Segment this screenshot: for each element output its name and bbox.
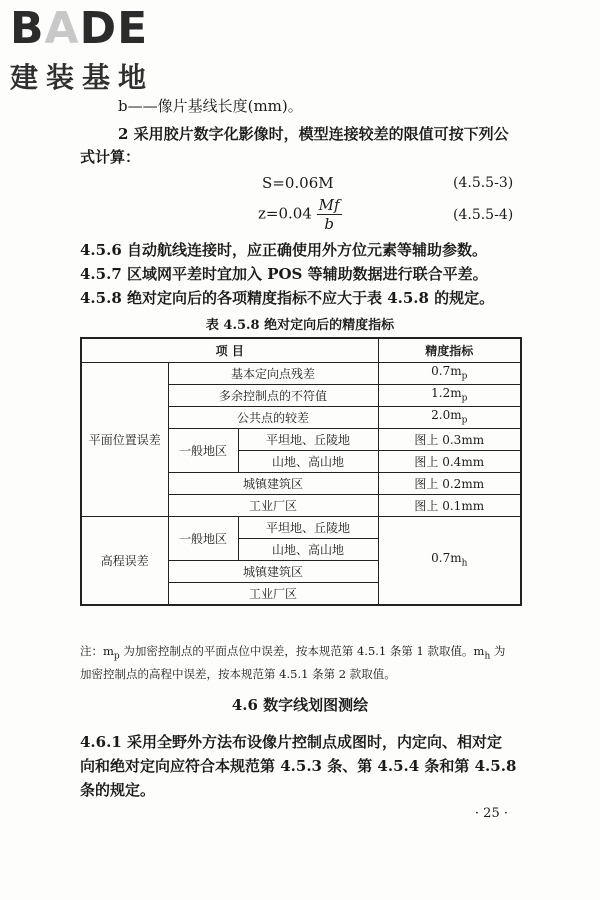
b-definition: b——像片基线长度(mm)。	[118, 97, 303, 115]
formula-1-number: (4.5.5-3)	[453, 175, 514, 191]
item-2-line1: 2 采用胶片数字化影像时，模型连接较差的限值可按下列公	[118, 125, 509, 143]
table-note: 注：$m_p$ 为加密控制点的平面点位中误差，按本规范第 4.5.1 条第 1 款取值。$m_h$ 为 加密控制点的高程中误差，按本规范第 4.5.1 条第 2 款取值。	[80, 644, 506, 682]
row-label: 城镇建筑区	[168, 560, 378, 582]
row-value: $0.7m_p$	[378, 362, 521, 384]
formula-2-fraction	[317, 196, 342, 233]
general-area-label: 一般地区	[168, 516, 238, 560]
group-elevation-error: 高程误差	[81, 516, 168, 605]
row-value: $1.2m_p$	[378, 384, 521, 406]
row-value: $2.0m_p$	[378, 406, 521, 428]
item-2-line2: 式计算：	[80, 148, 141, 166]
row-label: 平坦地、丘陵地	[238, 516, 378, 538]
row-value: 图上 0.4mm	[378, 450, 521, 472]
logo-tagline: 建装基地	[10, 61, 155, 94]
row-label: 山地、高山地	[238, 538, 378, 560]
row-value: $0.7m_h$	[378, 516, 521, 605]
formula-2	[258, 196, 342, 233]
formula-1: S=0.06M	[262, 174, 334, 192]
clause-4-6-1-line3: 条的规定。	[80, 781, 156, 799]
formula-2-denominator: b	[324, 215, 334, 233]
row-label: 工业厂区	[168, 582, 378, 605]
row-value: 图上 0.2mm	[378, 472, 521, 494]
row-value: 图上 0.1mm	[378, 494, 521, 516]
row-value: 图上 0.3mm	[378, 428, 521, 450]
row-label: 基本定向点残差	[168, 362, 378, 384]
header-value: 精度指标	[378, 338, 521, 362]
general-area-label: 一般地区	[168, 428, 238, 472]
section-heading: 4.6 数字线划图测绘	[231, 696, 369, 714]
row-label: 公共点的较差	[168, 406, 378, 428]
table-caption: 表 4.5.8 绝对定向后的精度指标	[205, 318, 395, 333]
page-number: · 25 ·	[474, 806, 508, 821]
formula-2-lhs: z=0.04	[258, 204, 312, 223]
header-item: 项 目	[81, 338, 378, 362]
row-label: 工业厂区	[168, 494, 378, 516]
clause-4-6-1-line2: 向和绝对定向应符合本规范第 4.5.3 条、第 4.5.4 条和第 4.5.8	[80, 757, 517, 775]
row-label: 城镇建筑区	[168, 472, 378, 494]
formula-2-numerator: Mf	[318, 196, 340, 214]
logo	[10, 3, 155, 96]
precision-table	[80, 337, 522, 606]
logo-wordmark: BADE	[10, 3, 149, 54]
clause-4-5-6: 4.5.6 自动航线连接时，应正确使用外方位元素等辅助参数。	[80, 241, 487, 259]
clause-4-6-1-line1: 4.6.1 采用全野外方法布设像片控制点成图时，内定向、相对定	[80, 733, 502, 751]
clause-4-5-8: 4.5.8 绝对定向后的各项精度指标不应大于表 4.5.8 的规定。	[80, 289, 495, 307]
row-label: 多余控制点的不符值	[168, 384, 378, 406]
clause-4-5-7: 4.5.7 区域网平差时宜加入 POS 等辅助数据进行联合平差。	[80, 265, 488, 283]
row-label: 山地、高山地	[238, 450, 378, 472]
row-label: 平坦地、丘陵地	[238, 428, 378, 450]
group-plane-position-error: 平面位置误差	[81, 362, 168, 516]
formula-2-number: (4.5.5-4)	[453, 207, 514, 223]
